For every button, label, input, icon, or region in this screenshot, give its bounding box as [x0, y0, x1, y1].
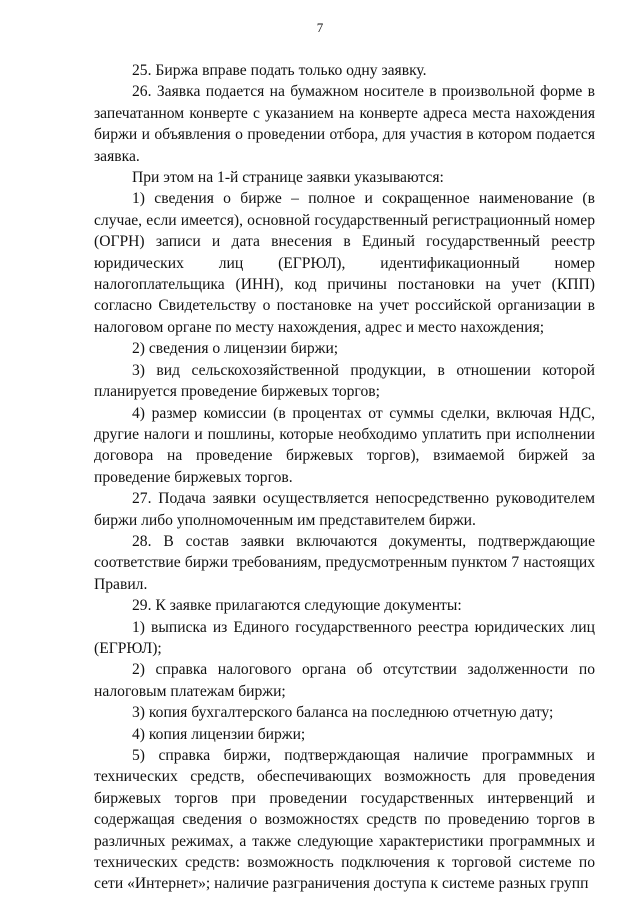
document-body — [94, 60, 595, 895]
paragraph-27: 27. Подача заявки осуществляется непосредственно руководителем биржи либо уполномоченным им представителем биржи. — [94, 490, 595, 529]
paragraph-first-page-intro: При этом на 1-й странице заявки указываются: — [132, 169, 444, 187]
paragraph-25: 25. Биржа вправе подать только одну заявку. — [132, 62, 427, 79]
list-item-4-commission: 4) размер комиссии (в процентах от суммы сделки, включая НДС, другие налоги и пошлины, которые необходимо уплатить при исполнении договора на проведение биржевых торгов), взимаемой биржей за проведение биржевых торгов. — [94, 404, 595, 486]
doc-item-1-egrul-extract: 1) выписка из Единого государственного реестра юридических лиц (ЕГРЮЛ); — [94, 618, 595, 657]
page-number: 7 — [316, 20, 324, 35]
doc-item-3-balance-sheet: 3) копия бухгалтерского баланса на последнюю отчетную дату; — [132, 704, 554, 722]
doc-item-5-software-certificate: 5) справка биржи, подтверждающая наличие программных и технических средств, обеспечивающих возможность для проведения биржевых торгов при проведении государственных интервенций и содержащая сведения о возможностях средств по проведению торгов в различных режимах, а также следующие характеристики программных и технических средств: возможность подключения к торговой системе по сети «Интернет»; наличие разграничения доступа к системе разных групп — [94, 747, 595, 893]
paragraph-26: 26. Заявка подается на бумажном носителе в произвольной форме в запечатанном конверте с указанием на конверте адреса места нахождения биржи и объявления о проведении отбора, для участия в котором подается заявка. — [94, 83, 595, 165]
doc-item-4-license-copy: 4) копия лицензии биржи; — [132, 725, 306, 743]
list-item-3-product-type: 3) вид сельскохозяйственной продукции, в отношении которой планируется проведение биржевых торгов; — [94, 361, 595, 401]
paragraph-28: 28. В состав заявки включаются документы, подтверждающие соответствие биржи требованиям, предусмотренным пунктом 7 настоящих Правил. — [94, 532, 595, 593]
paragraph-29: 29. К заявке прилагаются следующие документы: — [132, 597, 462, 615]
list-item-2-license-info: 2) сведения о лицензии биржи; — [132, 340, 339, 358]
doc-item-2-tax-certificate: 2) справка налогового органа об отсутствии задолженности по налоговым платежам биржи; — [94, 661, 595, 700]
list-item-1-exchange-info: 1) сведения о бирже – полное и сокращенное наименование (в случае, если имеется), основной государственный регистрационный номер (ОГРН) записи и дата внесения в Единый государственный реестр юридических лиц (ЕГРЮЛ), идентификационный номер налогоплательщика (ИНН), код причины постановки на учет (КПП) согласно Свидетельству о постановке на учет российской организации в налоговом органе по месту нахождения, адрес и место нахождения; — [94, 190, 595, 336]
